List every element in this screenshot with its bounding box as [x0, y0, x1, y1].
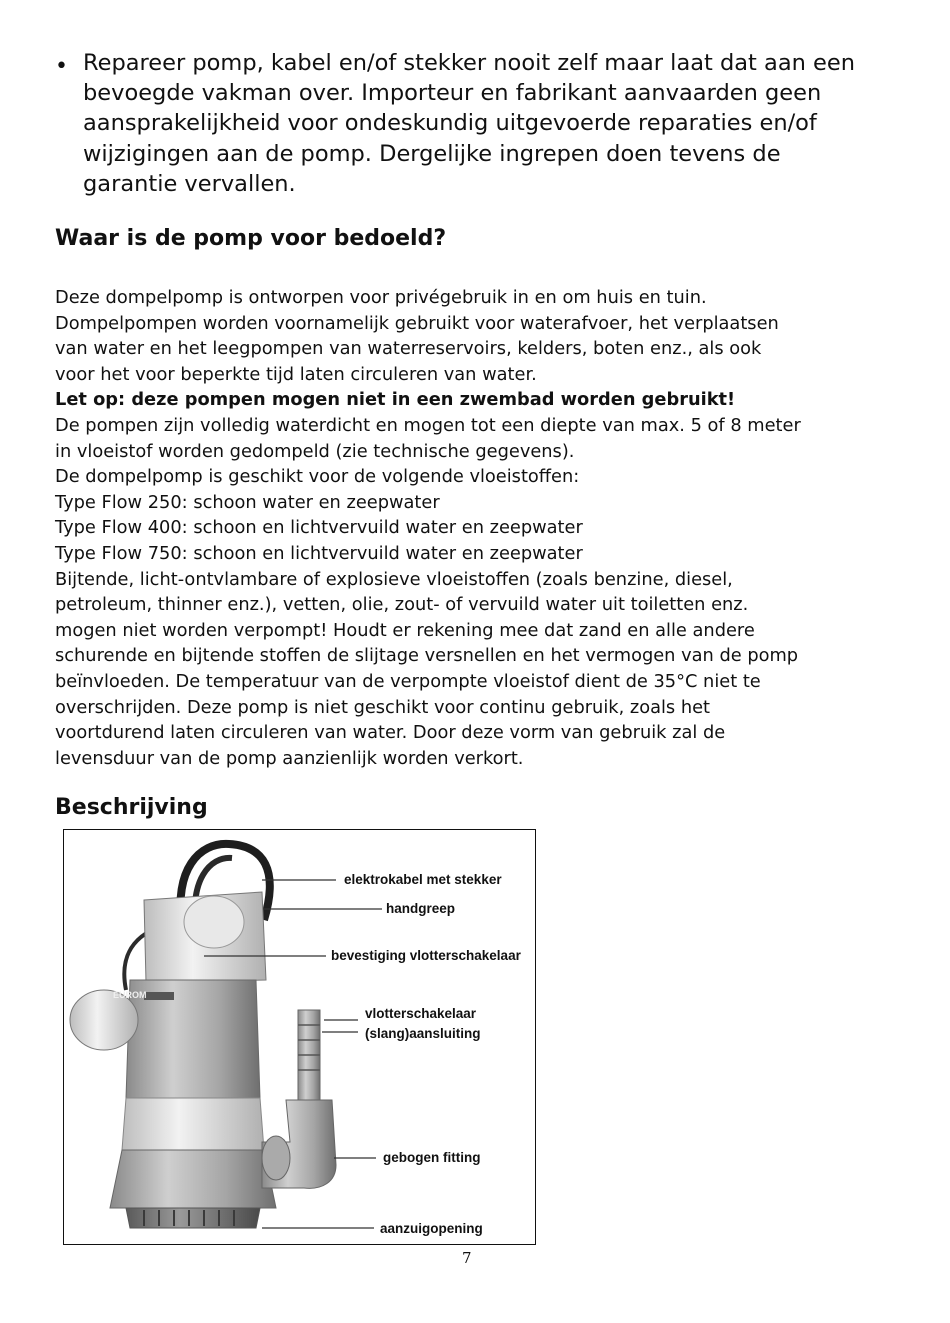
bullet-line: garantie vervallen. [83, 170, 296, 197]
text-line: Type Flow 750: schoon en lichtvervuild water en zeepwater [55, 542, 583, 564]
text-line: Type Flow 250: schoon water en zeepwater [55, 491, 440, 513]
text-line: voor het voor beperkte tijd laten circuleren van water. [55, 363, 537, 385]
warning-line: Let op: deze pompen mogen niet in een zwembad worden gebruikt! [55, 389, 736, 411]
section-heading-description: Beschrijving [55, 795, 208, 820]
bullet-line: bevoegde vakman over. Importeur en fabrikant aanvaarden geen [83, 80, 822, 107]
text-line: Type Flow 400: schoon en lichtvervuild water en zeepwater [55, 517, 583, 539]
brand-plate [144, 992, 174, 1000]
text-line: schurende en bijtende stoffen de slijtage versnellen en het vermogen van de pomp [55, 645, 799, 667]
text-line: Deze dompelpomp is ontworpen voor privégebruik in en om huis en tuin. [55, 287, 707, 308]
text-line: van water en het leegpompen van waterreservoirs, kelders, boten enz., als ook [55, 338, 762, 360]
label-cable: elektrokabel met stekker [344, 872, 502, 887]
pump-diagram [63, 829, 536, 1245]
text-line: mogen niet worden verpompt! Houdt er rekening mee dat zand en alle andere [55, 619, 755, 641]
label-float-mount: bevestiging vlotterschakelaar [331, 948, 521, 963]
text-line: petroleum, thinner enz.), vetten, olie, zout- of vervuild water uit toiletten enz. [55, 594, 749, 616]
text-line: in vloeistof worden gedompeld (zie technische gegevens). [55, 440, 575, 462]
purpose-paragraph [55, 285, 915, 771]
text-line: Dompelpompen worden voornamelijk gebruikt voor waterafvoer, het verplaatsen [55, 312, 779, 334]
text-line: De pompen zijn volledig waterdicht en mogen tot een diepte van max. 5 of 8 meter [55, 414, 801, 436]
bullet-dot-icon: • [55, 54, 68, 79]
brand-label: EUROM [113, 990, 147, 1000]
label-elbow-fitting: gebogen fitting [383, 1150, 481, 1165]
page-number: 7 [462, 1249, 472, 1267]
intake-ribs [126, 1208, 260, 1228]
label-handle: handgreep [386, 901, 456, 916]
label-hose-connection: (slang)aansluiting [365, 1026, 481, 1041]
section-heading-purpose: Waar is de pomp voor bedoeld? [55, 226, 447, 251]
text-line: overschrijden. Deze pomp is niet geschikt voor continu gebruik, zoals het [55, 696, 711, 718]
body-middle [122, 1098, 264, 1150]
text-line: levensduur van de pomp aanzienlijk worden verkort. [55, 747, 524, 769]
bullet-line: Repareer pomp, kabel en/of stekker nooit zelf maar laat dat aan een [83, 50, 855, 76]
text-line: Bijtende, licht-ontvlambare of explosieve vloeistoffen (zoals benzine, diesel, [55, 568, 733, 590]
label-intake: aanzuigopening [380, 1221, 483, 1236]
text-line: De dompelpomp is geschikt voor de volgende vloeistoffen: [55, 466, 580, 488]
body-base [110, 1150, 276, 1208]
label-float-switch: vlotterschakelaar [365, 1006, 477, 1021]
text-line: beïnvloeden. De temperatuur van de verpompte vloeistof dient de 35°C niet te [55, 670, 761, 692]
bullet-line: aansprakelijkheid voor ondeskundig uitgevoerde reparaties en/of [83, 110, 817, 137]
bullet-text [83, 48, 883, 199]
text-line: voortdurend laten circuleren van water. Door deze vorm van gebruik zal de [55, 722, 726, 744]
bullet-line: wijzigingen aan de pomp. Dergelijke ingrepen doen tevens de [83, 140, 781, 167]
